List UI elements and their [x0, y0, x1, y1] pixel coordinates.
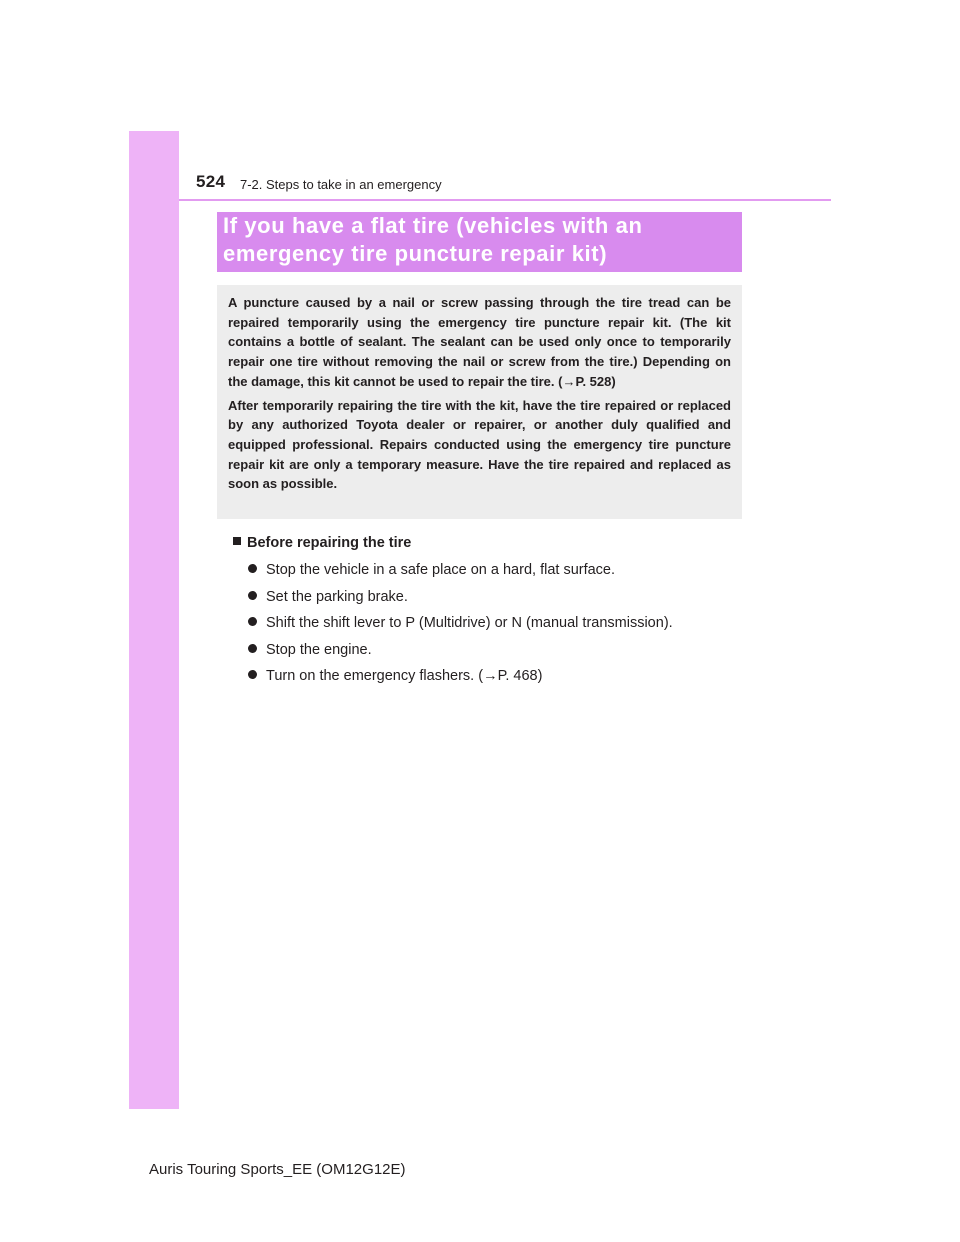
before-repair-heading	[233, 535, 411, 551]
list-item	[248, 640, 748, 667]
chapter-side-tab	[129, 131, 179, 1109]
intro-box	[217, 285, 742, 519]
list-item-text: Stop the vehicle in a safe place on a hard, flat surface.	[266, 562, 616, 578]
before-repair-heading-text: Before repairing the tire	[247, 535, 412, 551]
bullet-icon	[248, 564, 257, 573]
bullet-icon	[248, 670, 257, 679]
list-item	[248, 666, 748, 693]
list-item	[248, 560, 748, 587]
bullet-icon	[248, 591, 257, 600]
page-title	[223, 212, 738, 268]
intro-text	[228, 293, 731, 498]
page-reference-528: P. 528)	[575, 373, 616, 389]
list-item	[248, 613, 748, 640]
title-line-2: emergency tire puncture repair kit)	[223, 241, 608, 266]
before-repair-list	[248, 560, 748, 693]
arrow-right-icon: →	[562, 373, 576, 389]
bullet-icon	[248, 617, 257, 626]
page-number: 524	[196, 172, 226, 191]
intro-paragraph-1	[228, 293, 731, 392]
list-item-text: Shift the shift lever to P (Multidrive) or N (manual transmission).	[266, 615, 673, 632]
section-breadcrumb: 7-2. Steps to take in an emergency	[240, 177, 442, 192]
intro-paragraph-2: After temporarily repairing the tire with the kit, have the tire repaired or replaced by any authorized Toyota dealer or repairer, or another duly qualified and equipped professional. Repairs conducted using the emergency tire puncture repair kit are only a temporary measure. Have the tire repaired and replaced as soon as possible.	[228, 397, 731, 492]
header-rule	[179, 199, 831, 201]
footer-model-code: Auris Touring Sports_EE (OM12G12E)	[149, 1161, 406, 1178]
list-item-text: Turn on the emergency flashers. (	[266, 668, 484, 685]
intro-p1-text: A puncture caused by a nail or screw passing through the tire tread can be repaired temporarily using the emergency tire puncture repair kit. (The kit contains a bottle of sealant. The sealant can be used only once to temporarily repair one tire without removing the nail or screw from the tire.) Depending on the damage, this kit cannot be used to repair the tire. (	[228, 295, 731, 389]
list-item-text: Set the parking brake.	[266, 588, 408, 605]
section-title-banner	[217, 212, 742, 272]
bullet-icon	[248, 644, 257, 653]
page-reference-468: P. 468)	[497, 668, 543, 685]
list-item	[248, 587, 748, 614]
arrow-right-icon: →	[483, 668, 498, 685]
list-item-text: Stop the engine.	[266, 641, 372, 658]
title-line-1: If you have a flat tire (vehicles with an	[223, 213, 643, 238]
square-bullet-icon	[233, 537, 241, 545]
